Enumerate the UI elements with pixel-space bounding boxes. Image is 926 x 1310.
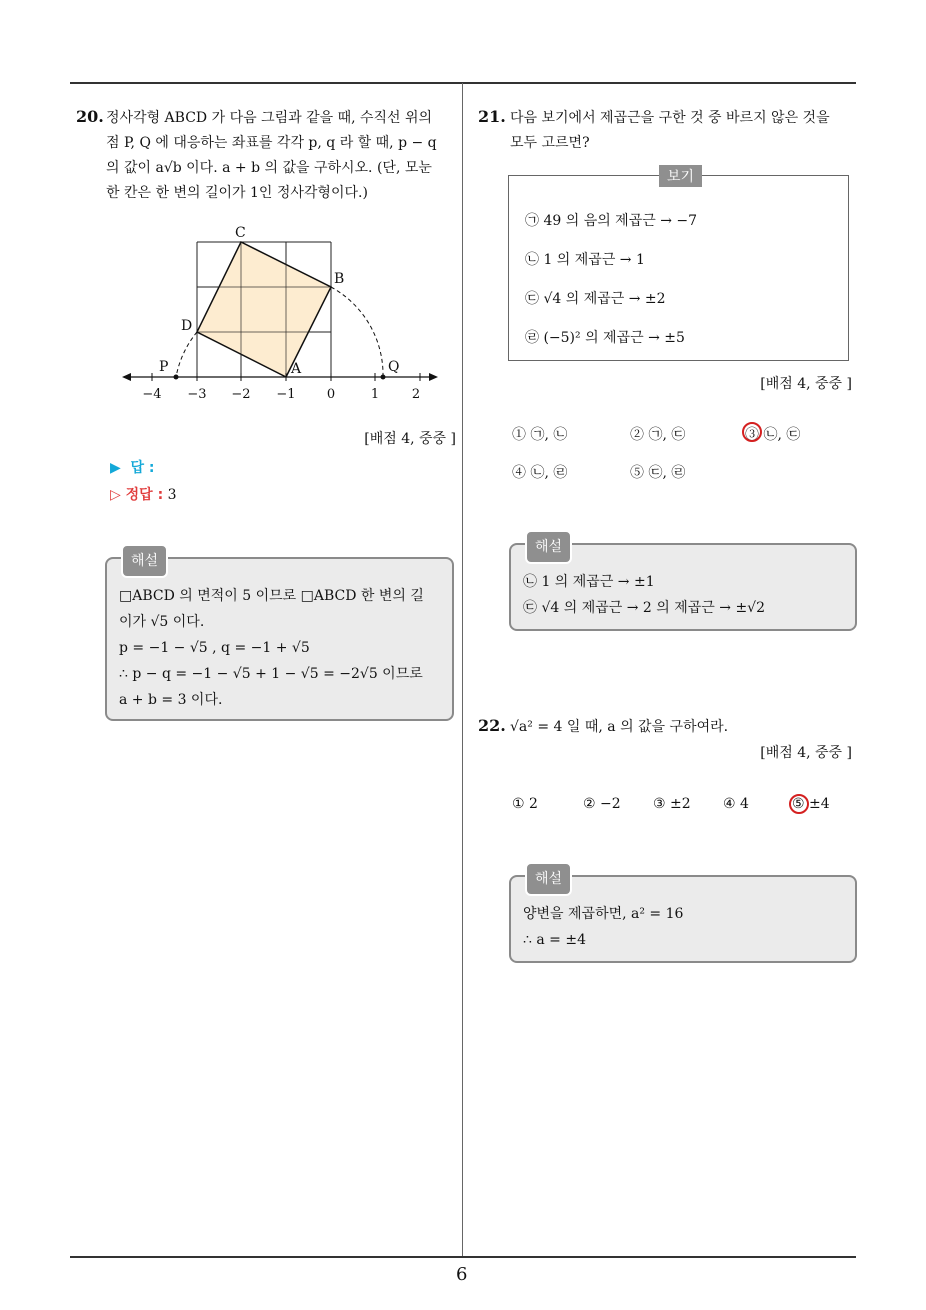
- q21-explanation: [509, 539, 857, 631]
- point-p: [174, 375, 179, 380]
- label-d: D: [181, 318, 193, 334]
- q21-bogi-box: [508, 169, 849, 361]
- q21-number: 21.: [478, 107, 506, 126]
- q21-points: [배점 4, 중중 ]: [760, 376, 852, 392]
- selected-answer-circle: [789, 794, 809, 814]
- q20-figure: [118, 222, 448, 412]
- bogi-item: ㉠ 49 의 음의 제곱근 → −7: [525, 213, 698, 229]
- tick-label: −1: [276, 387, 296, 402]
- tick-label: 2: [411, 387, 421, 402]
- q21-text: [510, 106, 860, 156]
- q22-points: [배점 4, 중중 ]: [760, 745, 852, 761]
- q22-text: √a² = 4 일 때, a 의 값을 구하여라.: [510, 719, 729, 735]
- triangle-outline-icon: ▷: [110, 487, 126, 503]
- tick-label: 1: [370, 387, 380, 402]
- play-icon: ▶: [110, 460, 131, 476]
- correct-value: 3: [167, 487, 177, 503]
- explanation-line: 양변을 제곱하면, a² = 16: [523, 906, 684, 922]
- q20-number: 20.: [76, 107, 104, 126]
- bogi-tag: 보기: [659, 165, 702, 187]
- q21-line: 다음 보기에서 제곱근을 구한 것 중 바르지 않은 것을: [510, 110, 830, 126]
- q22-choice-4[interactable]: ④ 4: [723, 796, 749, 812]
- q21-choice-2[interactable]: ② ㉠, ㉢: [630, 427, 686, 443]
- q20-line: 정사각형 ABCD 가 다음 그림과 같을 때, 수직선 위의: [106, 110, 433, 126]
- explanation-line: 이가 √5 이다.: [119, 614, 205, 630]
- explanation-line: p = −1 − √5 , q = −1 + √5: [119, 640, 310, 656]
- explanation-line: ㉡ 1 의 제곱근 → ±1: [523, 574, 655, 590]
- q20-points: [배점 4, 중중 ]: [364, 431, 456, 447]
- label-q: Q: [388, 359, 400, 375]
- q21-choice-3[interactable]: ③ ㉡, ㉢: [745, 427, 801, 443]
- explanation-line: ∴ a = ±4: [523, 932, 586, 948]
- q20-line: 의 값이 a√b 이다. a + b 의 값을 구하시오. (단, 모눈: [106, 160, 432, 176]
- explanation-tag: 해설: [525, 530, 572, 564]
- explanation-line: ㉢ √4 의 제곱근 → 2 의 제곱근 → ±√2: [523, 600, 765, 616]
- top-rule: [70, 82, 856, 84]
- q21-choice-5[interactable]: ⑤ ㉢, ㉣: [630, 465, 686, 481]
- explanation-tag: 해설: [121, 544, 168, 578]
- point-q: [381, 375, 386, 380]
- q22-explanation: [509, 871, 857, 963]
- label-b: B: [334, 271, 345, 287]
- explanation-line: □ABCD 의 면적이 5 이므로 □ABCD 한 변의 길: [119, 588, 424, 604]
- arc-p: [176, 332, 197, 377]
- column-divider: [462, 83, 463, 1257]
- tick-label: −4: [142, 387, 162, 402]
- label-a: A: [291, 361, 302, 377]
- tick-label: 0: [326, 387, 336, 402]
- answer-label: 답 :: [130, 460, 155, 476]
- arc-q: [331, 287, 383, 377]
- tick-label: −2: [231, 387, 251, 402]
- tick-label: −3: [187, 387, 207, 402]
- q22-choice-1[interactable]: ① 2: [512, 796, 538, 812]
- q22-choice-5[interactable]: ⑤ ±4: [792, 796, 830, 812]
- correct-label: 정답 :: [125, 487, 164, 503]
- explanation-line: ∴ p − q = −1 − √5 + 1 − √5 = −2√5 이므로: [119, 666, 423, 682]
- label-c: C: [235, 225, 246, 241]
- q21-choice-1[interactable]: ① ㉠, ㉡: [512, 427, 568, 443]
- selected-answer-circle: [742, 422, 762, 442]
- q20-explanation: [105, 553, 454, 721]
- explanation-line: a + b = 3 이다.: [119, 692, 223, 708]
- q20-text: [106, 106, 458, 206]
- q20-line: 점 P, Q 에 대응하는 좌표를 각각 p, q 라 할 때, p − q: [106, 135, 437, 151]
- page-number: 6: [456, 1264, 468, 1285]
- bogi-item: ㉡ 1 의 제곱근 → 1: [525, 252, 645, 268]
- explanation-tag: 해설: [525, 862, 572, 896]
- q22-number: 22.: [478, 716, 506, 735]
- q20-line: 한 칸은 한 변의 길이가 1인 정사각형이다.): [106, 185, 368, 201]
- bogi-item: ㉣ (−5)² 의 제곱근 → ±5: [525, 330, 685, 346]
- q20-answer-line: [110, 457, 155, 477]
- label-p: P: [159, 359, 169, 375]
- q22-choice-3[interactable]: ③ ±2: [653, 796, 691, 812]
- q22-choice-2[interactable]: ② −2: [583, 796, 621, 812]
- q20-correct-line: [110, 484, 177, 504]
- q21-choice-4[interactable]: ④ ㉡, ㉣: [512, 465, 568, 481]
- bogi-item: ㉢ √4 의 제곱근 → ±2: [525, 291, 666, 307]
- q21-line: 모두 고르면?: [510, 135, 590, 151]
- square-abcd: [197, 242, 331, 377]
- bottom-rule: [70, 1256, 856, 1258]
